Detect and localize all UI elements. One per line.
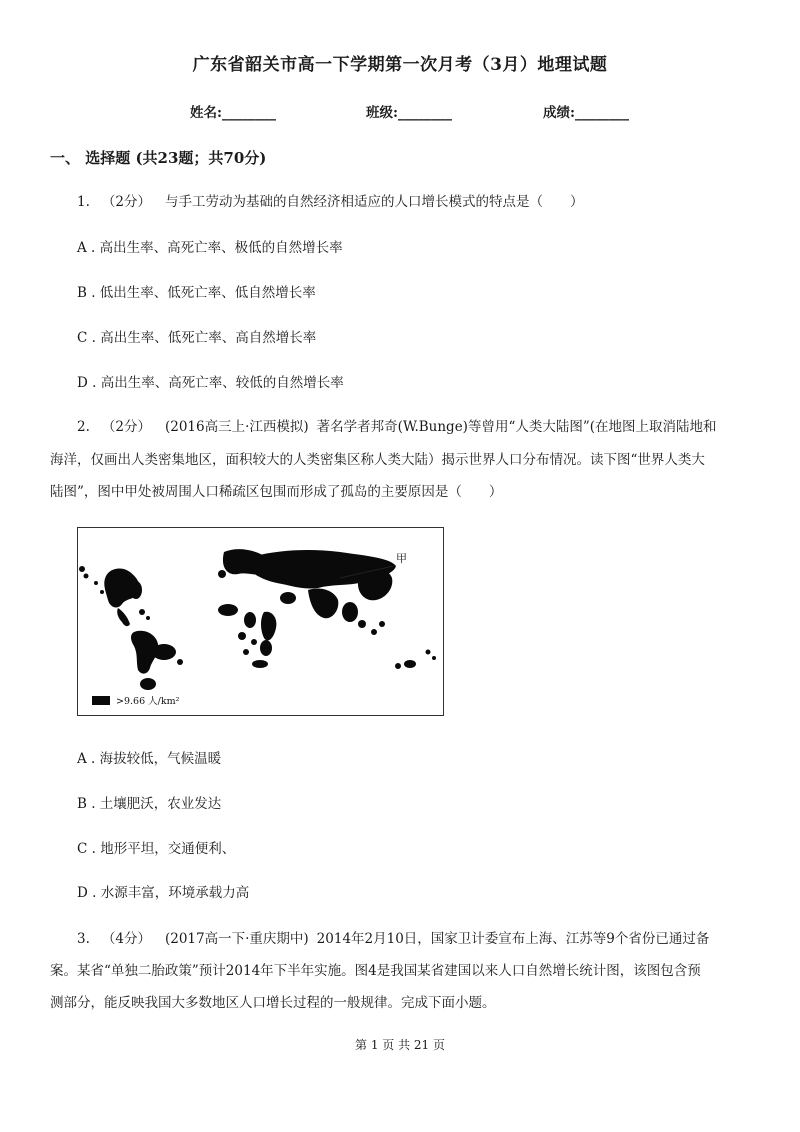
islet (238, 632, 246, 640)
question-text-line: 海洋，仅画出人类密集地区，面积较大的人类密集区称人类大陆）揭示世界人口分布情况。读下图“世界人类大 (50, 452, 705, 468)
sa-south-blob (140, 678, 156, 690)
islet (177, 659, 183, 665)
southeast-asia-blob (342, 602, 358, 622)
islet (218, 570, 226, 578)
option-a[interactable]: A . 海拔较低，气候温暖 (77, 751, 222, 767)
question-3-stem (77, 927, 709, 947)
option-a[interactable]: A . 高出生率、高死亡率、极低的自然增长率 (77, 240, 343, 256)
world-population-map (77, 527, 444, 716)
question-number: 3. (77, 931, 90, 947)
question-score: （2分） (101, 419, 151, 435)
islet (94, 581, 98, 585)
question-1-stem (77, 190, 583, 210)
name-field[interactable]: 姓名:________ (190, 105, 276, 121)
north-africa-blob (218, 604, 238, 616)
class-field[interactable]: 班级:________ (366, 105, 452, 121)
islet (139, 609, 145, 615)
page-footer: 第 1 页 共 21 页 (355, 1038, 445, 1052)
islet (100, 590, 104, 594)
middle-east-blob (280, 592, 296, 604)
question-source: (2017高一下·重庆期中) (164, 931, 309, 947)
option-d[interactable]: D . 水源丰富，环境承载力高 (77, 885, 250, 901)
islet (251, 639, 257, 645)
question-text-line: 测部分，能反映我国大多数地区人口增长过程的一般规律。完成下面小题。 (50, 995, 496, 1011)
question-text: 2014年2月10日，国家卫计委宣布上海、江苏等9个省份已通过备 (316, 931, 710, 947)
islet (146, 616, 150, 620)
question-score: （4分） (101, 931, 151, 947)
option-c[interactable]: C . 地形平坦，交通便利、 (77, 841, 236, 857)
legend-swatch (92, 696, 110, 705)
east-africa-blob (261, 612, 276, 641)
question-2-stem (77, 415, 717, 435)
islet (432, 656, 436, 660)
question-number: 1. (77, 194, 90, 210)
option-b[interactable]: B . 低出生率、低死亡率、低自然增长率 (77, 285, 316, 301)
map-figure (78, 528, 442, 714)
question-source: (2016高三上·江西模拟) (164, 419, 309, 435)
islet (358, 620, 366, 628)
map-legend-label: >9.66 人/km² (116, 696, 180, 707)
islet (379, 621, 385, 627)
option-b[interactable]: B . 土壤肥沃，农业发达 (77, 796, 222, 812)
islet (371, 629, 377, 635)
central-america-blob (117, 608, 130, 626)
south-asia-blob (308, 588, 338, 618)
question-number: 2. (77, 419, 90, 435)
score-field[interactable]: 成绩:________ (543, 105, 629, 121)
option-c[interactable]: C . 高出生率、低死亡率、高自然增长率 (77, 330, 317, 346)
question-text: 与手工劳动为基础的自然经济相适应的人口增长模式的特点是（ ） (164, 194, 584, 210)
na-east-blob (130, 581, 142, 599)
australia-blob (404, 660, 416, 668)
islet (243, 649, 249, 655)
question-score: （2分） (101, 194, 151, 210)
map-marker-label: 甲 (396, 552, 407, 565)
question-text-line: 陆图”，图中甲处被周围人口稀疏区包围而形成了孤岛的主要原因是（ ） (50, 484, 503, 500)
question-text-line: 案。某省“单独二胎政策”预计2014年下半年实施。图4是我国某省建国以来人口自然增长统计图，该图包含预 (50, 963, 701, 979)
option-d[interactable]: D . 高出生率、高死亡率、较低的自然增长率 (77, 375, 344, 391)
islet (79, 566, 85, 572)
central-africa-blob (260, 640, 272, 656)
islet (426, 650, 431, 655)
west-africa-blob (244, 612, 256, 628)
question-text: 著名学者邦奇(W.Bunge)等曾用“人类大陆图”(在地图上取消陆地和 (316, 419, 717, 435)
section-heading: 一、 选择题 (共23题；共70分) (50, 149, 267, 167)
sa-east-blob (152, 644, 176, 660)
islet (395, 663, 401, 669)
page-title: 广东省韶关市高一下学期第一次月考（3月）地理试题 (192, 55, 608, 75)
southern-africa-blob (252, 660, 268, 668)
islet (84, 574, 89, 579)
